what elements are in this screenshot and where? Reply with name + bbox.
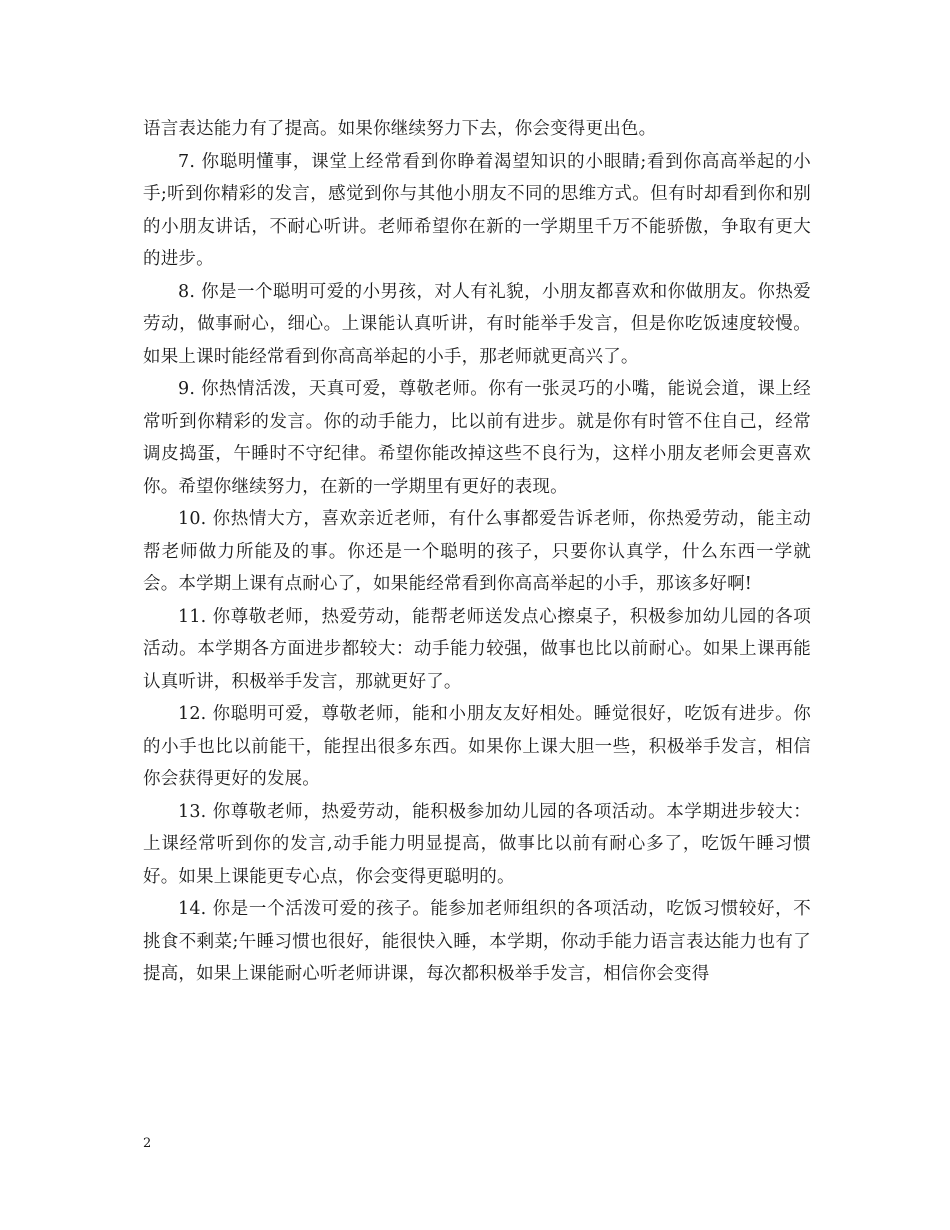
- paragraph-item-10: 10. 你热情大方，喜欢亲近老师，有什么事都爱告诉老师，你热爱劳动，能主动帮老师做力所能及的事。你还是一个聪明的孩子，只要你认真学，什么东西一学就会。本学期上课有点耐心了，如果能经常看到你高高举起的小手，那该多好啊!: [143, 509, 811, 594]
- paragraph-item-7: 7. 你聪明懂事，课堂上经常看到你睁着渴望知识的小眼睛;看到你高高举起的小手;听到你精彩的发言，感觉到你与其他小朋友不同的思维方式。但有时却看到你和别的小朋友讲话，不耐心听讲。老师希望你在新的一学期里千万不能骄傲，争取有更大的进步。: [143, 151, 811, 269]
- paragraph-item-11: 11. 你尊敬老师，热爱劳动，能帮老师送发点心擦桌子，积极参加幼儿园的各项活动。本学期各方面进步都较大：动手能力较强，做事也比以前耐心。如果上课再能认真听讲，积极举手发言，那就更好了。: [143, 606, 811, 692]
- paragraph-item-13: 13. 你尊敬老师，热爱劳动，能积极参加幼儿园的各项活动。本学期进步较大：上课经常听到你的发言,动手能力明显提高，做事比以前有耐心多了，吃饭午睡习惯好。如果上课能更专心点，你会变得更聪明的。: [143, 801, 811, 887]
- paragraph-item-8: 8. 你是一个聪明可爱的小男孩，对人有礼貌，小朋友都喜欢和你做朋友。你热爱劳动，做事耐心，细心。上课能认真听讲，有时能举手发言，但是你吃饭速度较慢。如果上课时能经常看到你高高举起的小手，那老师就更高兴了。: [143, 281, 811, 367]
- paragraph-continuation: 语言表达能力有了提高。如果你继续努力下去，你会变得更出色。: [143, 119, 657, 139]
- paragraph-item-12: 12. 你聪明可爱，尊敬老师，能和小朋友友好相处。睡觉很好，吃饭有进步。你的小手也比以前能干，能捏出很多东西。如果你上课大胆一些，积极举手发言，相信你会获得更好的发展。: [143, 704, 811, 789]
- page-number: 2: [143, 1136, 152, 1151]
- document-body: [143, 113, 811, 991]
- paragraph-item-14: 14. 你是一个活泼可爱的孩子。能参加老师组织的各项活动，吃饭习惯较好，不挑食不剩菜;午睡习惯也很好，能很快入睡，本学期，你动手能力语言表达能力也有了提高，如果上课能耐心听老师讲课，每次都积极举手发言，相信你会变得: [143, 899, 811, 984]
- paragraph-item-9: 9. 你热情活泼，天真可爱，尊敬老师。你有一张灵巧的小嘴，能说会道，课上经常听到你精彩的发言。你的动手能力，比以前有进步。就是你有时管不住自己，经常调皮捣蛋，午睡时不守纪律。希望你能改掉这些不良行为，这样小朋友老师会更喜欢你。希望你继续努力，在新的一学期里有更好的表现。: [143, 379, 811, 497]
